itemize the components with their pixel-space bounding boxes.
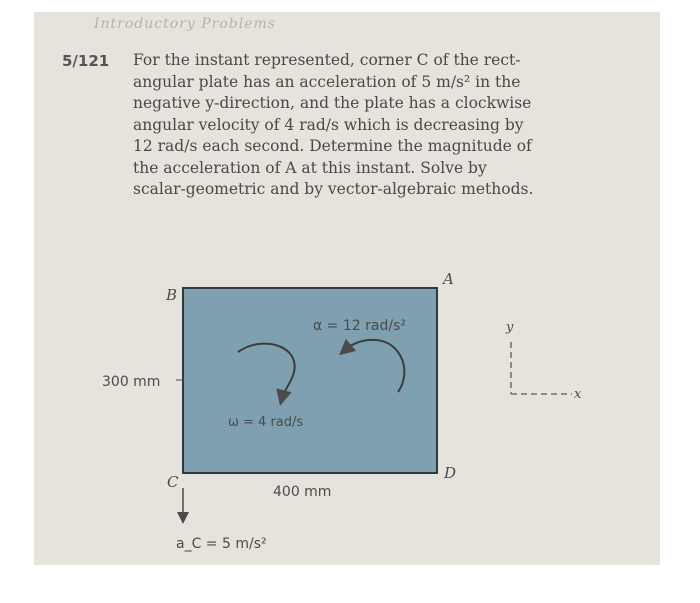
acceleration-label: a_C = 5 m/s² bbox=[176, 536, 267, 552]
problem-line: scalar-geometric and by vector-algebraic methods. bbox=[133, 180, 534, 198]
problem-line: negative y-direction, and the plate has a clockwise bbox=[133, 94, 532, 112]
omega-label: ω = 4 rad/s bbox=[228, 415, 304, 430]
running-header: Introductory Problems bbox=[94, 16, 276, 32]
problem-number: 5/121 bbox=[62, 52, 110, 70]
problem-line: the acceleration of A at this instant. Solve by bbox=[133, 158, 487, 177]
corner-a-label: A bbox=[443, 270, 454, 288]
y-axis-label: y bbox=[506, 320, 514, 335]
corner-c-label: C bbox=[167, 473, 179, 491]
problem-line: 12 rad/s each second. Determine the magnitude of bbox=[133, 137, 532, 155]
problem-line: angular plate has an acceleration of 5 m/s² in the bbox=[133, 72, 521, 91]
problem-line: angular velocity of 4 rad/s which is decreasing by bbox=[133, 115, 524, 134]
x-axis-label: x bbox=[574, 387, 582, 402]
problem-line: For the instant represented, corner C of the rect- bbox=[133, 51, 521, 69]
corner-d-label: D bbox=[444, 464, 457, 482]
alpha-label: α = 12 rad/s² bbox=[313, 318, 406, 334]
corner-b-label: B bbox=[166, 286, 178, 304]
rectangular-plate bbox=[183, 288, 437, 473]
width-dimension-label: 400 mm bbox=[273, 484, 332, 500]
height-dimension-label: 300 mm bbox=[102, 374, 161, 390]
